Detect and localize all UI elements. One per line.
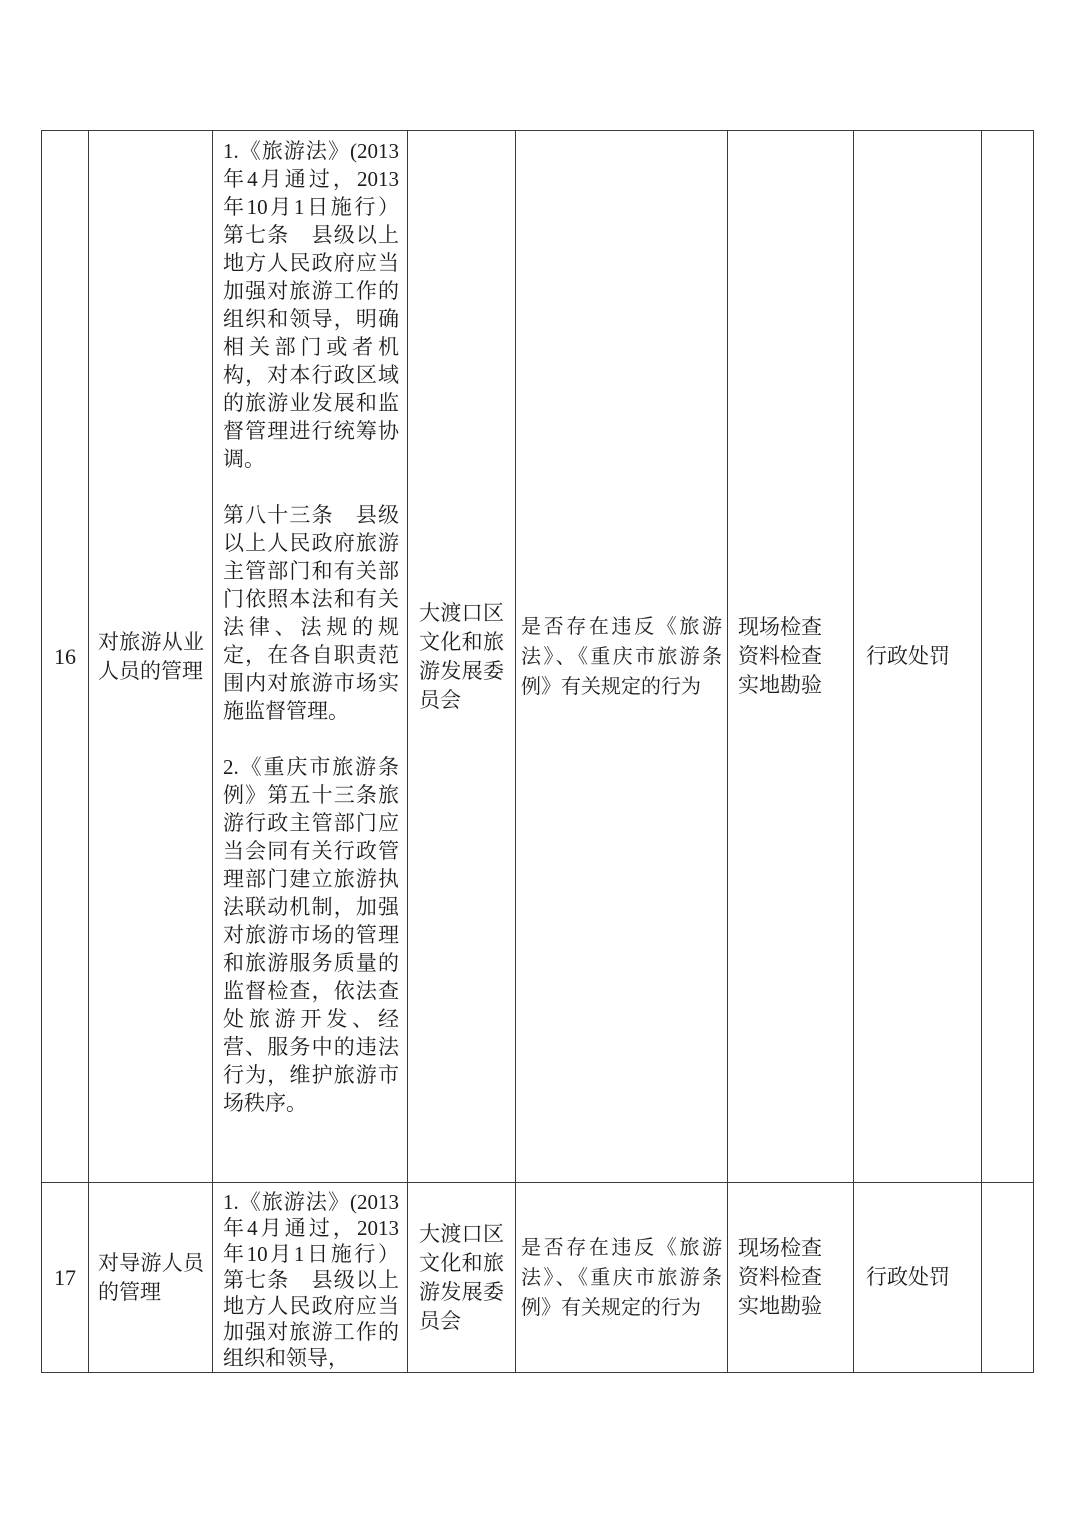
check-method-line: 实地勘验	[738, 1294, 822, 1318]
legal-paragraph: 1.《旅游法》(2013年4月通过，2013年10月1日施行）第七条 县级以上地方人民政府应当加强对旅游工作的组织和领导，明确相关部门或者机构，对本行政区域的旅游业发展和监督管理进行统筹协调。	[223, 139, 399, 471]
legal-basis-cell	[213, 1183, 408, 1373]
table-row-16	[42, 131, 1034, 1183]
check-method-line: 资料检查	[738, 1265, 822, 1289]
inspection-items-table	[41, 130, 1034, 1373]
legal-paragraph: 2.《重庆市旅游条例》第五十三条旅游行政主管部门应当会同有关行政管理部门建立旅游执法联动机制，加强对旅游市场的管理和旅游服务质量的监督检查，依法查处旅游开发、经营、服务中的违法行为，维护旅游市场秩序。	[223, 755, 399, 1115]
implementing-agency-cell: 大渡口区文化和旅游发展委员会	[408, 1183, 516, 1373]
check-method-cell	[728, 131, 854, 1183]
legal-text-clipped	[223, 1189, 399, 1371]
penalty-type-cell: 行政处罚	[854, 131, 982, 1183]
implementing-agency-cell: 大渡口区文化和旅游发展委员会	[408, 131, 516, 1183]
item-name-cell: 对导游人员的管理	[89, 1183, 213, 1373]
item-name-cell: 对旅游从业人员的管理	[89, 131, 213, 1183]
check-method-line: 现场检查	[738, 615, 822, 639]
check-method-line: 实地勘验	[738, 673, 822, 697]
check-method-line: 资料检查	[738, 644, 822, 668]
check-content-cell: 是否存在违反《旅游法》、《重庆市旅游条例》有关规定的行为	[516, 1183, 728, 1373]
legal-paragraph: 1.《旅游法》(2013年4月通过，2013年10月1日施行）第七条 县级以上地方人民政府应当加强对旅游工作的组织和领导，	[223, 1190, 399, 1370]
legal-basis-cell	[213, 131, 408, 1183]
check-method-cell	[728, 1183, 854, 1373]
table-row-17	[42, 1183, 1034, 1373]
penalty-type-cell: 行政处罚	[854, 1183, 982, 1373]
empty-cell	[982, 1183, 1034, 1373]
check-method-line: 现场检查	[738, 1236, 822, 1260]
row-number-cell: 17	[42, 1183, 89, 1373]
check-content-cell: 是否存在违反《旅游法》、《重庆市旅游条例》有关规定的行为	[516, 131, 728, 1183]
legal-paragraph: 第八十三条 县级以上人民政府旅游主管部门和有关部门依照本法和有关法律、法规的规定，在各自职责范围内对旅游市场实施监督管理。	[223, 503, 399, 723]
empty-cell	[982, 131, 1034, 1183]
row-number-cell: 16	[42, 131, 89, 1183]
